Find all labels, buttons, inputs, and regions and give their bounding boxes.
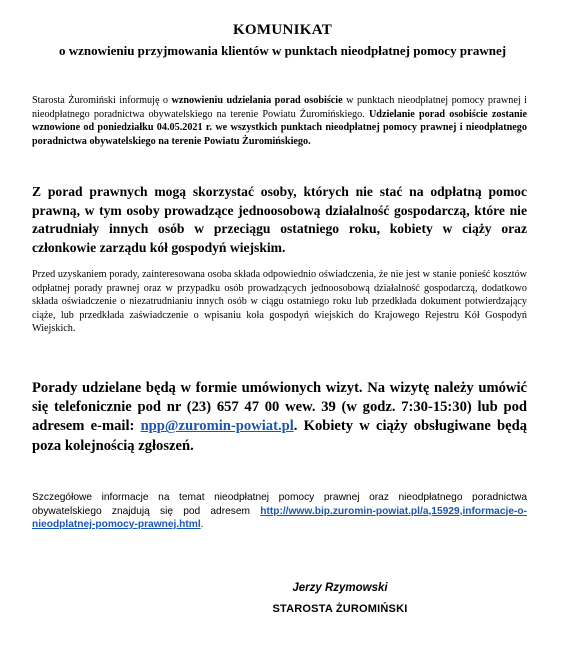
paragraph-announcement — [32, 94, 527, 148]
paragraph-details-text-2: . — [200, 519, 204, 530]
paragraph-appointments-text-2: . Kobiety w ciąży obsługiwane będą poza kolejnością zgłoszeń. — [32, 418, 527, 454]
document-subtitle: o wznowieniu przyjmowania klientów w punktach nieodpłatnej pomocy prawnej — [58, 43, 507, 58]
paragraph-details — [32, 491, 527, 532]
paragraph-appointments — [32, 379, 527, 456]
bip-url-link[interactable]: http://www.bip.zuromin-powiat.pl/a,15929,informacje-o-nieodplatnej-pomocy-prawnej.html — [32, 505, 527, 530]
paragraph-announcement-bold-2: Udzielanie porad osobiście zostanie wznowione od poniedziałku 04.05.2021 r. we wszystkich punktach nieodpłatnej pomocy prawnej i nieodpłatnego poradnictwa obywatelskiego na terenie Powiatu Żuromińskiego. — [32, 108, 527, 147]
signature-name: Jerzy Rzymowski — [292, 582, 388, 594]
signature-title: STAROSTA ŻUROMIŃSKI — [272, 603, 408, 615]
email-link[interactable]: npp@zuromin-powiat.pl — [140, 418, 294, 435]
paragraph-announcement-text-2: w punktach nieodpłatnej pomocy prawnej i nieodpłatnego poradnictwa obywatelskiego na terenie Powiatu Żuromińskiego. — [32, 95, 527, 120]
paragraph-declarations: Przed uzyskaniem porady, zainteresowana osoba składa odpowiednio oświadczenia, że nie jest w stanie ponieść kosztów odpłatnej porady prawnej oraz w przypadku osób prowadzących jednoosobową działalność gospodarczą, dodatkowo składa oświadczenie o niezatrudnianiu innych osób w ciągu ostatniego roku lub przedkłada dokument potwierdzający ciąże, lub przedkłada zaświadczenie o wpisaniu koła gospodyń wiejskich do Krajowego Rejestru Kół Gospodyń Wiejskich. — [32, 269, 527, 335]
paragraph-announcement-bold-1: wznowieniu udzielania porad osobiście — [171, 95, 343, 106]
paragraph-appointments-text-1: Porady udzielane będą w formie umówionych wizyt. Na wizytę należy umówić się telefonicznie pod nr (23) 657 47 00 wew. 39 (w godz. 7:30-15:30) lub pod adresem e-mail: — [32, 380, 527, 435]
paragraph-announcement-text-1: Starosta Żuromiński informuję o — [32, 95, 172, 106]
paragraph-eligibility: Z porad prawnych mogą skorzystać osoby, których nie stać na odpłatną pomoc prawną, w tym osoby prowadzące jednoosobową działalność gospodarczą, które nie zatrudniały innych osób w przeciągu ostatniego roku, kobiety w ciąży oraz członkowie zarządu kół gospodyń wiejskim. — [32, 184, 527, 255]
paragraph-details-text-1: Szczegółowe informacje na temat nieodpłatnej pomocy prawnej oraz nieodpłatnego poradnictwa obywatelskiego znajdują się pod adresem — [32, 492, 527, 517]
document-title: KOMUNIKAT — [232, 22, 333, 38]
